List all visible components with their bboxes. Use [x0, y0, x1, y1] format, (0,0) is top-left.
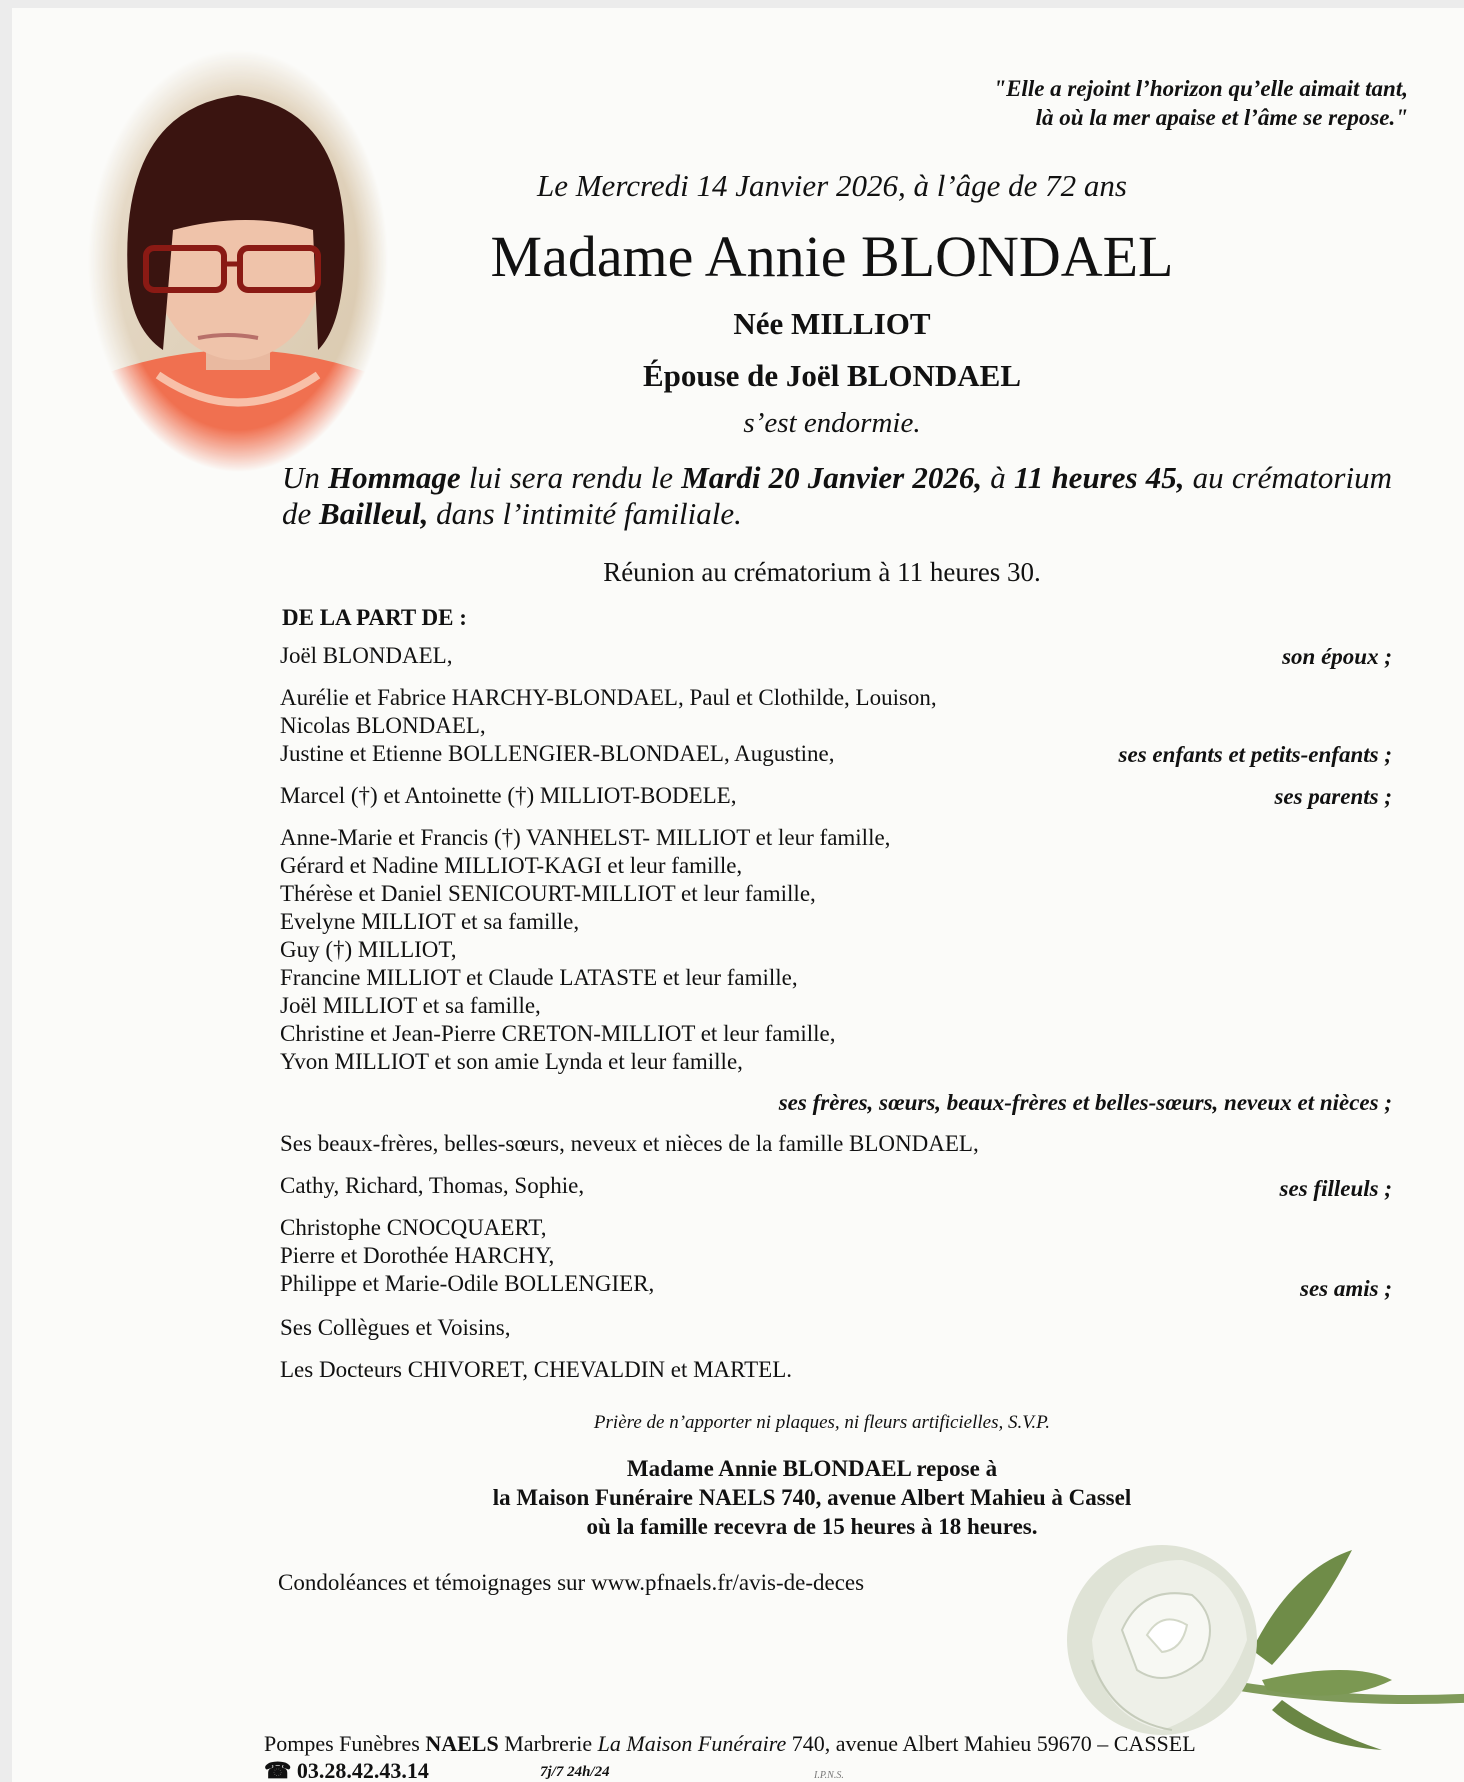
- phone-number: 03.28.42.43.14: [296, 1758, 429, 1782]
- hommage-text-1: Un: [282, 460, 329, 495]
- family-line: Nicolas BLONDAEL,: [280, 713, 486, 738]
- family-line: Ses beaux-frères, belles-sœurs, neveux et nièces de la famille BLONDAEL,: [280, 1131, 979, 1156]
- family-line: Francine MILLIOT et Claude LATASTE et leur famille,: [280, 965, 798, 990]
- marbrerie-label: Marbrerie: [498, 1731, 598, 1756]
- funeral-home-name: NAELS: [425, 1731, 499, 1756]
- ceremony-paragraph: [282, 460, 1392, 532]
- quote-line-1: "Elle a rejoint l’horizon qu’elle aimait tant,: [993, 76, 1408, 101]
- family-line: Cathy, Richard, Thomas, Sophie,: [280, 1173, 585, 1198]
- maiden-name: Née MILLIOT: [733, 306, 931, 341]
- family-group-doctors: [280, 1356, 792, 1384]
- family-group-children: [280, 684, 937, 768]
- relation-label: ses parents ;: [1274, 784, 1392, 809]
- condolences-line: Condoléances et témoignages sur www.pfnaels.fr/avis-de-deces: [278, 1570, 865, 1595]
- printer-mark: I.P.N.S.: [814, 1770, 844, 1781]
- visitation-line: où la famille recevra de 15 heures à 18 heures.: [586, 1514, 1038, 1539]
- family-line: Christine et Jean-Pierre CRETON-MILLIOT et leur famille,: [280, 1021, 836, 1046]
- passed-away-line: s’est endormie.: [743, 407, 921, 439]
- ceremony-place: Bailleul,: [319, 496, 429, 531]
- visitation-line: Madame Annie BLONDAEL repose à: [626, 1456, 998, 1481]
- phone-icon: ☎: [264, 1758, 292, 1782]
- hommage-text-2: lui sera rendu le: [460, 460, 682, 495]
- family-line: Guy (†) MILLIOT,: [280, 937, 457, 962]
- funeral-home-line: [264, 1731, 1196, 1757]
- family-line: Justine et Etienne BOLLENGIER-BLONDAEL, Augustine,: [280, 741, 835, 766]
- deceased-name: Madame Annie BLONDAEL: [490, 224, 1174, 289]
- family-line: Aurélie et Fabrice HARCHY-BLONDAEL, Paul et Clothilde, Louison,: [280, 685, 937, 710]
- hommage-bold-1: Hommage: [328, 460, 461, 495]
- family-group-godchildren: [280, 1172, 584, 1200]
- phone-line: [264, 1758, 429, 1782]
- family-line: Gérard et Nadine MILLIOT-KAGI et leur famille,: [280, 853, 743, 878]
- family-line: Philippe et Marie-Odile BOLLENGIER,: [280, 1271, 655, 1296]
- hommage-text-3: à: [982, 460, 1014, 495]
- family-group-colleagues: [280, 1314, 510, 1342]
- family-line: Christophe CNOCQUAERT,: [280, 1215, 547, 1240]
- family-group-parents: [280, 782, 736, 810]
- white-rose: [1052, 1530, 1464, 1760]
- relation-label: son époux ;: [1282, 644, 1392, 669]
- family-line: Yvon MILLIOT et son amie Lynda et leur famille,: [280, 1049, 743, 1074]
- family-line: Les Docteurs CHIVORET, CHEVALDIN et MARTEL.: [280, 1357, 792, 1382]
- family-group-siblings: [280, 824, 890, 1076]
- family-heading: DE LA PART DE :: [282, 605, 467, 630]
- death-date-line: Le Mercredi 14 Janvier 2026, à l’âge de 72 ans: [536, 168, 1127, 203]
- hommage-text-5: dans l’intimité familiale.: [428, 496, 742, 531]
- family-line: Ses Collègues et Voisins,: [280, 1315, 511, 1340]
- relation-label: ses frères, sœurs, beaux-frères et belles-sœurs, neveux et nièces ;: [778, 1090, 1392, 1115]
- family-line: Thérèse et Daniel SENICOURT-MILLIOT et leur famille,: [280, 881, 816, 906]
- funeral-label: Pompes Funèbres: [264, 1731, 426, 1756]
- family-group-friends: [280, 1214, 654, 1298]
- family-group-spouse: [280, 642, 452, 670]
- visitation-line: la Maison Funéraire NAELS 740, avenue Albert Mahieu à Cassel: [492, 1485, 1132, 1510]
- ceremony-date: Mardi 20 Janvier 2026,: [681, 460, 983, 495]
- meeting-line: Réunion au crématorium à 11 heures 30.: [603, 557, 1041, 587]
- family-line: Evelyne MILLIOT et sa famille,: [280, 909, 580, 934]
- obituary-sheet: [12, 8, 1464, 1782]
- funeral-address: 740, avenue Albert Mahieu 59670 – CASSEL: [786, 1731, 1196, 1756]
- family-line: Pierre et Dorothée HARCHY,: [280, 1243, 555, 1268]
- flowers-request: Prière de n’apporter ni plaques, ni fleurs artificielles, S.V.P.: [593, 1412, 1051, 1433]
- opening-hours: 7j/7 24h/24: [540, 1764, 610, 1780]
- epitaph-quote: [993, 74, 1408, 132]
- relation-label: ses enfants et petits-enfants ;: [1118, 742, 1392, 767]
- family-line: Joël BLONDAEL,: [280, 643, 453, 668]
- ceremony-time: 11 heures 45,: [1013, 460, 1185, 495]
- spouse-line: Épouse de Joël BLONDAEL: [642, 358, 1022, 393]
- relation-label: ses amis ;: [1300, 1276, 1392, 1301]
- relation-label: ses filleuls ;: [1279, 1176, 1392, 1201]
- hommage-text-4: au crématorium de: [282, 460, 1392, 531]
- family-line: Marcel (†) et Antoinette (†) MILLIOT-BODELE,: [280, 783, 737, 808]
- family-group-in-laws: [280, 1130, 979, 1158]
- maison-funeraire-label: La Maison Funéraire: [597, 1731, 787, 1756]
- visitation-info: [432, 1454, 1192, 1541]
- family-line: Joël MILLIOT et sa famille,: [280, 993, 541, 1018]
- quote-line-2: là où la mer apaise et l’âme se repose.": [1035, 105, 1408, 130]
- family-line: Anne-Marie et Francis (†) VANHELST- MILLIOT et leur famille,: [280, 825, 891, 850]
